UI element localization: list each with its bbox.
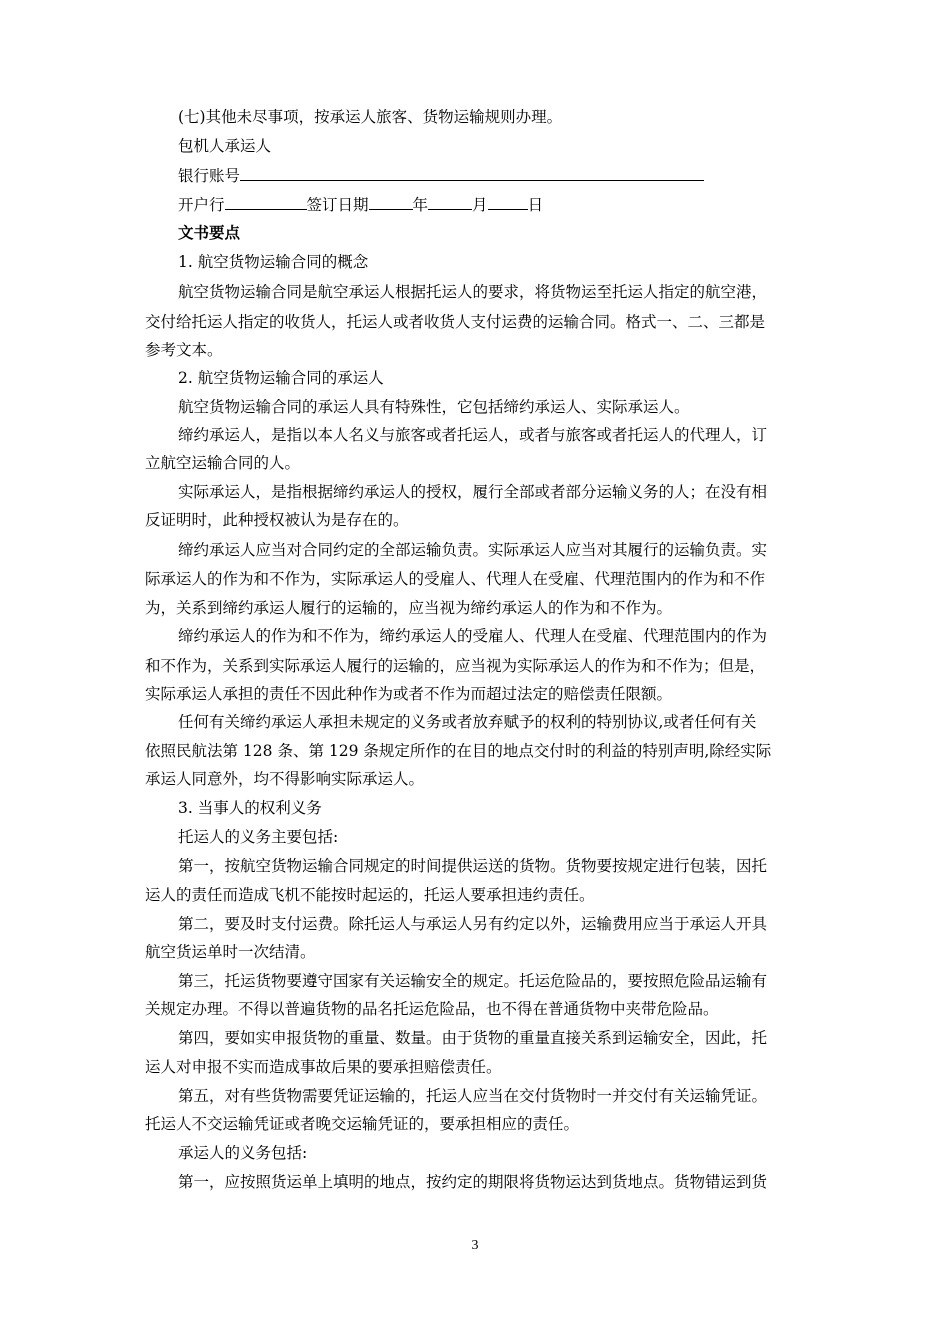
day-blank	[488, 194, 528, 210]
month-label: 月	[472, 196, 488, 214]
form-bank-account	[0, 165, 950, 186]
page-number: 3	[471, 1238, 479, 1253]
paragraph-line: 反证明时，此种授权被认为是存在的。	[145, 511, 409, 529]
paragraph-line: 第一，应按照货运单上填明的地点，按约定的期限将货物运达到货地点。货物错运到货	[178, 1173, 768, 1191]
paragraph-line: 第四，要如实申报货物的重量、数量。由于货物的重量直接关系到运输安全，因此，托	[178, 1029, 768, 1047]
paragraph-line: 航空货物运输合同的承运人具有特殊性，它包括缔约承运人、实际承运人。	[178, 398, 690, 416]
paragraph-line: 交付给托运人指定的收货人，托运人或者收货人支付运费的运输合同。格式一、二、三都是	[145, 313, 766, 331]
day-label: 日	[527, 196, 544, 214]
paragraph-line: 缔约承运人，是指以本人名义与旅客或者托运人，或者与旅客或者托运人的代理人，订	[178, 426, 768, 444]
paragraph-line: 实际承运人承担的责任不因此种作为或者不作为而超过法定的赔偿责任限额。	[145, 685, 673, 703]
year-blank	[369, 194, 413, 210]
paragraph-line: 第二，要及时支付运费。除托运人与承运人另有约定以外，运输费用应当于承运人开具	[178, 915, 768, 933]
paragraph-line: 第五，对有些货物需要凭证运输的，托运人应当在交付货物时一并交付有关运输凭证。	[178, 1087, 768, 1105]
paragraph-line: 际承运人的作为和不作为，实际承运人的受雇人、代理人在受雇、代理范围内的作为和不作	[145, 570, 766, 588]
form-item-7: (七)其他未尽事项，按承运人旅客、货物运输规则办理。	[178, 108, 563, 126]
paragraph-line: 参考文本。	[145, 341, 223, 359]
paragraph-line: 缔约承运人应当对合同约定的全部运输负责。实际承运人应当对其履行的运输负责。实	[178, 541, 768, 559]
bank-label: 开户行	[178, 196, 225, 214]
paragraph-line: 第一，按航空货物运输合同规定的时间提供运送的货物。货物要按规定进行包装，因托	[178, 857, 768, 875]
sign-date-label: 签订日期	[306, 196, 369, 214]
paragraph-line: 运人的责任而造成飞机不能按时起运的，托运人要承担违约责任。	[145, 886, 595, 904]
paragraph-line: 承运人同意外，均不得影响实际承运人。	[145, 770, 425, 788]
paragraph-line: 承运人的义务包括:	[178, 1144, 308, 1162]
paragraph-line: 任何有关缔约承运人承担未规定的义务或者放弃赋予的权利的特别协议,或者任何有关	[178, 713, 757, 731]
paragraph-line: 实际承运人，是指根据缔约承运人的授权，履行全部或者部分运输义务的人；在没有相	[178, 483, 768, 501]
bank-account-blank	[240, 165, 704, 181]
heading-2: 2. 航空货物运输合同的承运人	[178, 369, 384, 387]
paragraph-line: 托运人的义务主要包括:	[178, 828, 339, 846]
paragraph-line: 缔约承运人的作为和不作为，缔约承运人的受雇人、代理人在受雇、代理范围内的作为	[178, 627, 768, 645]
paragraph-line: 和不作为，关系到实际承运人履行的运输的，应当视为实际承运人的作为和不作为；但是，	[145, 657, 766, 675]
bank-account-label: 银行账号	[178, 167, 241, 185]
section-title: 文书要点	[178, 223, 241, 242]
heading-3: 3. 当事人的权利义务	[178, 799, 322, 817]
year-label: 年	[412, 196, 429, 214]
form-bank-date	[0, 194, 950, 215]
paragraph-line: 依照民航法第 128 条、第 129 条规定所作的在目的地点交付时的利益的特别声明,除经实际	[145, 742, 772, 760]
paragraph-line: 第三，托运货物要遵守国家有关运输安全的规定。托运危险品的，要按照危险品运输有	[178, 972, 768, 990]
paragraph-line: 航空货运单时一次结清。	[145, 943, 316, 961]
form-parties: 包机人承运人	[178, 137, 272, 155]
paragraph-line: 托运人不交运输凭证或者晚交运输凭证的，要承担相应的责任。	[145, 1115, 580, 1133]
paragraph-line: 运人对申报不实而造成事故后果的要承担赔偿责任。	[145, 1058, 502, 1076]
paragraph-line: 关规定办理。不得以普遍货物的品名托运危险品，也不得在普通货物中夹带危险品。	[145, 1000, 719, 1018]
paragraph-line: 为，关系到缔约承运人履行的运输的，应当视为缔约承运人的作为和不作为。	[145, 599, 673, 617]
month-blank	[428, 194, 472, 210]
paragraph-line: 航空货物运输合同是航空承运人根据托运人的要求，将货物运至托运人指定的航空港，	[178, 283, 768, 301]
paragraph-line: 立航空运输合同的人。	[145, 454, 301, 472]
heading-1: 1. 航空货物运输合同的概念	[178, 253, 369, 271]
bank-blank	[225, 194, 307, 210]
